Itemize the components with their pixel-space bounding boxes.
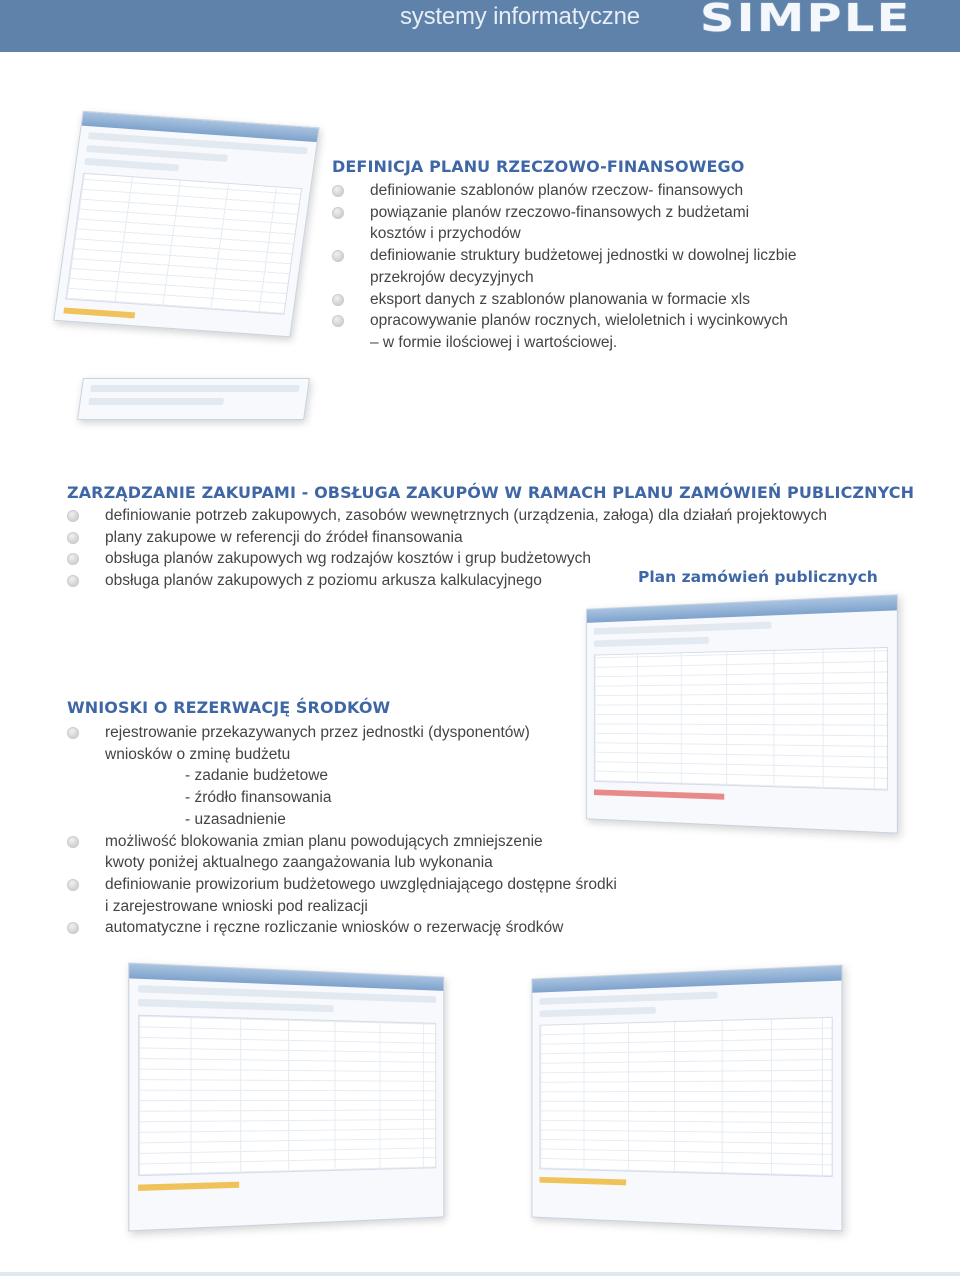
list-plan-definition [332,180,892,354]
bullet-icon [67,575,79,587]
bullet-icon [67,836,79,848]
footer-divider [0,1272,960,1276]
list-item: definiowanie prowizorium budżetowego uwzględniającego dostępne środki i zarejestrowane wnioski pod realizacji [67,874,667,917]
list-item: powiązanie planów rzeczowo-finansowych z budżetami kosztów i przychodów [332,202,892,245]
list-item: automatyczne i ręczne rozliczanie wniosków o rezerwację środków [67,917,667,939]
bullet-icon [67,727,79,739]
list-item: definiowanie szablonów planów rzeczow- finansowych [332,180,892,202]
list-reservation-requests [67,722,667,939]
list-item: opracowywanie planów rocznych, wieloletnich i wycinkowych – w formie ilościowej i wartościowej. [332,310,892,353]
bullet-icon [67,879,79,891]
bullet-icon [67,553,79,565]
bullet-icon [67,922,79,934]
header-tagline: systemy informatyczne [400,3,640,30]
section-title-plan-definition: DEFINICJA PLANU RZECZOWO-FINANSOWEGO [332,157,745,176]
list-item: eksport danych z szablonów planowania w formacie xls [332,289,892,311]
section-title-procurement: ZARZĄDZANIE ZAKUPAMI - OBSŁUGA ZAKUPÓW W RAMACH PLANU ZAMÓWIEŃ PUBLICZNYCH [67,483,915,502]
bullet-icon [332,185,344,197]
brand-logo: SIMPLE [700,0,912,40]
screenshot-plan-templates [53,111,320,338]
bullet-icon [332,294,344,306]
section-title-reservation-requests: WNIOSKI O REZERWACJĘ ŚRODKÓW [67,698,391,717]
screenshot-order-window [532,965,843,1232]
bullet-icon [67,510,79,522]
list-item: plany zakupowe w referencji do źródeł finansowania [67,527,867,549]
list-item: definiowanie potrzeb zakupowych, zasobów wewnętrznych (urządzenia, załoga) dla działań projektowych [67,505,867,527]
bullet-icon [332,250,344,262]
screenshot-version-fields [77,378,310,420]
list-item: obsługa planów zakupowych z poziomu arkusza kalkulacyjnego [67,570,867,592]
list-item: możliwość blokowania zmian planu powodujących zmniejszenie kwoty poniżej aktualnego zaangażowania lub wykonania [67,831,667,874]
list-item: rejestrowanie przekazywanych przez jednostki (dysponentów) wniosków o zminę budżetu - zadanie budżetowe - źródło finansowania - uzasadnienie [67,722,667,831]
page-header [0,0,960,52]
screenshot-reservation-request [128,962,444,1231]
list-item: definiowanie struktury budżetowej jednostki w dowolnej liczbie przekrojów decyzyjnych [332,245,892,288]
bullet-icon [332,315,344,327]
caption-public-procurement-plan: Plan zamówień publicznych [638,568,878,586]
bullet-icon [332,207,344,219]
list-item: obsługa planów zakupowych wg rodzajów kosztów i grup budżetowych [67,548,867,570]
bullet-icon [67,532,79,544]
